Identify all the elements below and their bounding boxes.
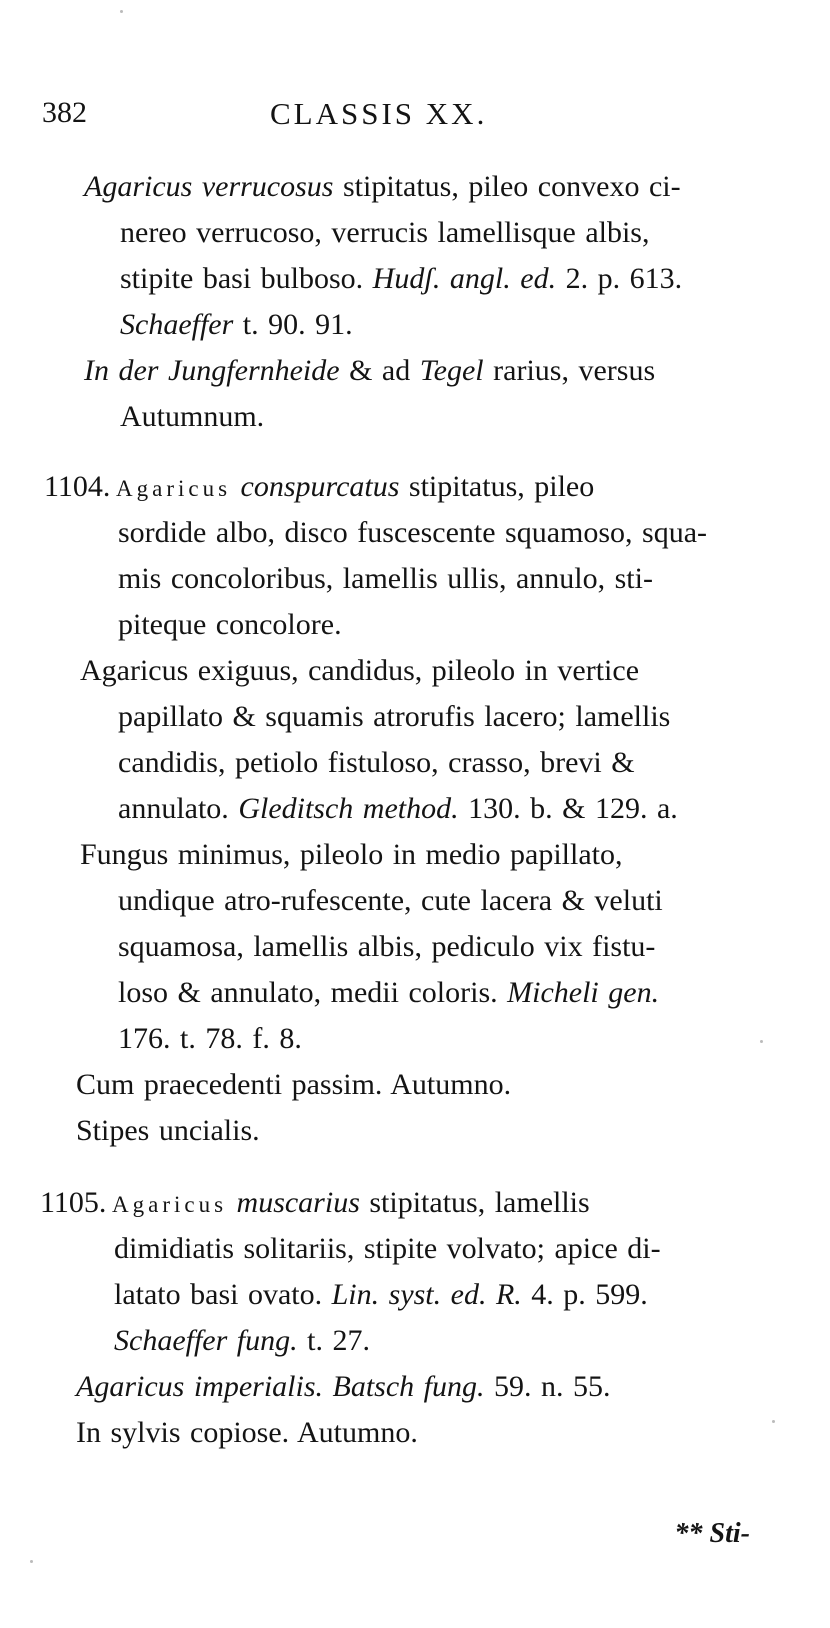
- citation: Micheli gen.: [507, 976, 660, 1009]
- citation: Schaeffer: [120, 308, 234, 341]
- species-name: conspurcatus: [240, 470, 400, 503]
- text-line: squamosa, lamellis albis, pediculo vix fistu-: [118, 930, 656, 963]
- citation: Lin. syst. ed. R.: [331, 1278, 522, 1311]
- citation: Hudʃ. angl. ed.: [372, 262, 557, 295]
- habitat-line: Cum praecedenti passim. Autumno.: [76, 1068, 512, 1101]
- text-line: Autumnum.: [120, 400, 265, 433]
- text-line: dimidiatis solitariis, stipite volvato; apice di-: [114, 1232, 661, 1265]
- text-line: 176. t. 78. f. 8.: [118, 1022, 302, 1055]
- text-line: mis concoloribus, lamellis ullis, annulo, sti-: [118, 562, 653, 595]
- species-name: muscarius: [236, 1186, 360, 1219]
- synonym-line: Agaricus exiguus, candidus, pileolo in vertice: [80, 654, 640, 687]
- entry-number: 1105.: [40, 1186, 107, 1219]
- text-line: Agaricus verrucosus stipitatus, pileo convexo ci-: [84, 170, 681, 203]
- text-line: Schaeffer t. 90. 91.: [120, 308, 353, 341]
- habitat-line: In sylvis copiose. Autumno.: [76, 1416, 418, 1449]
- text-line: papillato & squamis atrorufis lacero; lamellis: [118, 700, 671, 733]
- synonym-line: Agaricus imperialis. Batsch fung. 59. n. 55.: [76, 1370, 611, 1403]
- text-line: loso & annulato, medii coloris. Micheli gen.: [118, 976, 660, 1009]
- scan-speck: [30, 1560, 33, 1563]
- note-line: Stipes uncialis.: [76, 1114, 260, 1147]
- text-line: candidis, petiolo fistuloso, crasso, brevi &: [118, 746, 635, 779]
- scan-speck: [772, 1420, 775, 1423]
- entry-heading: 1105. Agaricus muscarius stipitatus, lamellis: [40, 1180, 590, 1226]
- text-line: annulato. Gleditsch method. 130. b. & 129. a.: [118, 792, 678, 825]
- scan-speck: [120, 10, 123, 13]
- text-line: latato basi ovato. Lin. syst. ed. R. 4. p. 599.: [114, 1278, 648, 1311]
- scan-speck: [760, 1040, 763, 1043]
- text-line: stipite basi bulboso. Hudʃ. angl. ed. 2. p. 613.: [120, 262, 683, 295]
- text-line: undique atro-rufescente, cute lacera & veluti: [118, 884, 663, 917]
- entry-heading: 1104. Agaricus conspurcatus stipitatus, pileo: [44, 464, 594, 510]
- habitat-line: In der Jungfernheide & ad Tegel rarius, versus: [84, 354, 656, 387]
- entry-number: 1104.: [44, 470, 111, 503]
- citation: Gleditsch method.: [238, 792, 459, 825]
- species-name: Agaricus verrucosus: [84, 170, 334, 203]
- citation: Agaricus imperialis. Batsch fung.: [76, 1370, 485, 1403]
- text-line: sordide albo, disco fuscescente squamoso, squa-: [118, 516, 708, 549]
- running-head: CLASSIS XX.: [270, 96, 488, 131]
- genus-name: Agaricus: [112, 1192, 228, 1217]
- genus-name: Agaricus: [116, 476, 232, 501]
- page-number: 382: [42, 96, 87, 129]
- synonym-line: Fungus minimus, pileolo in medio papillato,: [80, 838, 623, 871]
- text-line: Schaeffer fung. t. 27.: [114, 1324, 370, 1357]
- text-line: piteque concolore.: [118, 608, 342, 641]
- catchword: ** Sti-: [674, 1518, 750, 1549]
- citation: Schaeffer fung.: [114, 1324, 298, 1357]
- text-line: nereo verrucoso, verrucis lamellisque albis,: [120, 216, 650, 249]
